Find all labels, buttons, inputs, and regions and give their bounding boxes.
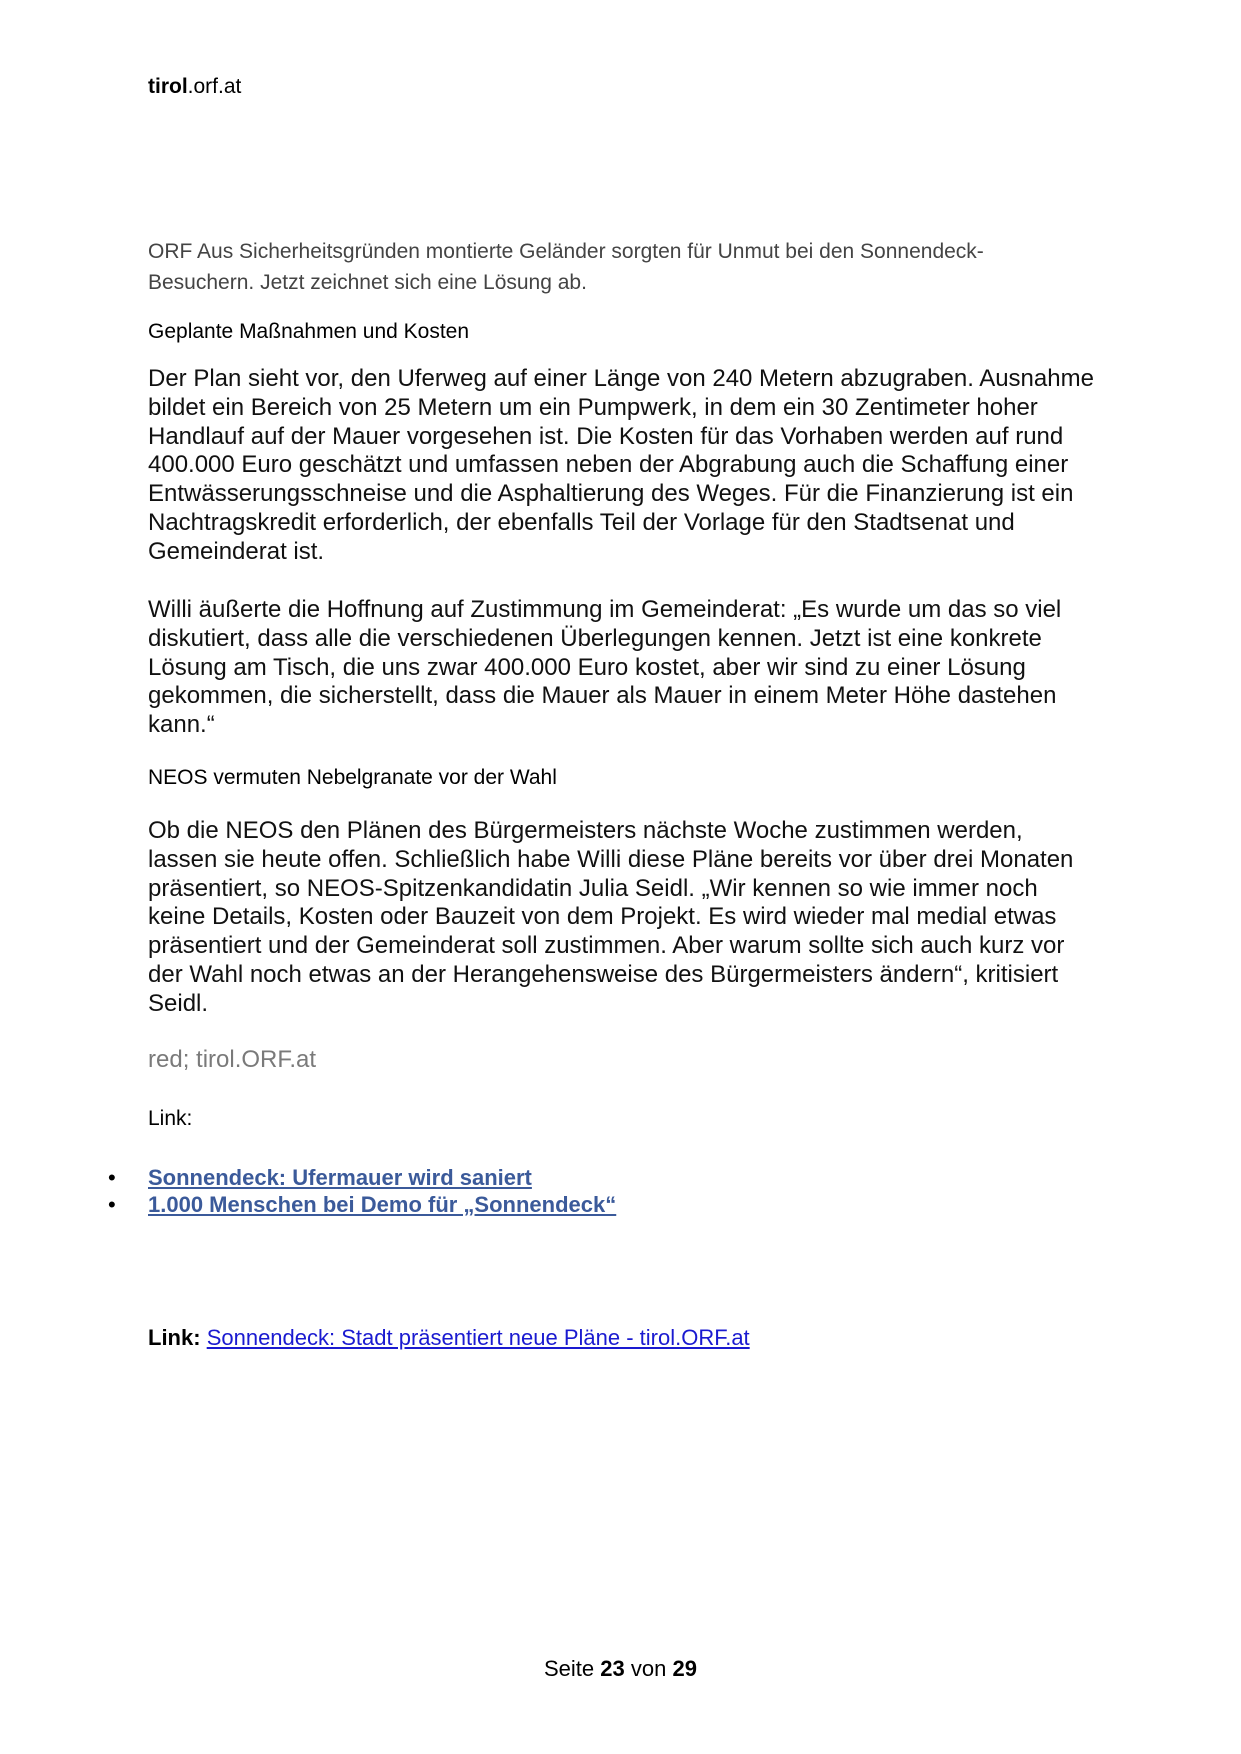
- site-header: [148, 74, 241, 100]
- bullet-icon: •: [108, 1165, 116, 1190]
- image-caption: ORF Aus Sicherheitsgründen montierte Geländer sorgten für Unmut bei den Sonnendeck-Besuchern. Jetzt zeichnet sich eine Lösung ab.: [148, 240, 984, 294]
- related-links-list: [104, 1164, 616, 1218]
- site-name-bold: tirol: [148, 75, 188, 98]
- related-link-demo[interactable]: 1.000 Menschen bei Demo für „Sonnendeck“: [148, 1192, 617, 1217]
- section-heading-costs: Geplante Maßnahmen und Kosten: [148, 320, 470, 343]
- bullet-icon: •: [108, 1192, 116, 1217]
- list-item: [104, 1164, 616, 1191]
- author-credit: red; tirol.ORF.at: [148, 1046, 317, 1073]
- footer-prefix: Seite: [544, 1656, 595, 1681]
- total-pages-number: 29: [672, 1656, 697, 1681]
- current-page-number: 23: [600, 1656, 625, 1681]
- paragraph-quote-willi: Willi äußerte die Hoffnung auf Zustimmung im Gemeinderat: „Es wurde um das so viel diskutiert, dass alle die verschiedenen Überlegungen kennen. Jetzt ist eine konkrete Lösung am Tisch, die uns zwar 400.000 Euro kostet, aber wir sind zu einer Lösung gekommen, die sicherstellt, dass die Mauer als Mauer in einem Meter Höhe dastehen kann.“: [148, 596, 1062, 739]
- list-item: [104, 1191, 616, 1218]
- links-label: Link:: [148, 1107, 193, 1130]
- source-link-label: Link:: [148, 1325, 201, 1350]
- source-link-line: [148, 1324, 750, 1351]
- section-heading-neos: NEOS vermuten Nebelgranate vor der Wahl: [148, 766, 557, 789]
- related-link-ufermauer[interactable]: Sonnendeck: Ufermauer wird saniert: [148, 1165, 532, 1190]
- page-footer: [0, 1656, 1241, 1682]
- paragraph-plan: Der Plan sieht vor, den Uferweg auf einer Länge von 240 Metern abzugraben. Ausnahme bildet ein Bereich von 25 Metern um ein Pumpwerk, in dem ein 30 Zentimeter hoher Handlauf auf der Mauer vorgesehen ist. Die Kosten für das Vorhaben werden auf rund 400.000 Euro geschätzt und umfassen neben der Abgrabung auch die Schaffung einer Entwässerungsschneise und die Asphaltierung des Weges. Für die Finanzierung ist ein Nachtragskredit erforderlich, der ebenfalls Teil der Vorlage für den Stadtsenat und Gemeinderat ist.: [148, 365, 1094, 565]
- paragraph-neos: Ob die NEOS den Plänen des Bürgermeisters nächste Woche zustimmen werden, lassen sie heute offen. Schließlich habe Willi diese Pläne bereits vor über drei Monaten präsentiert, so NEOS-Spitzenkandidatin Julia Seidl. „Wir kennen so wie immer noch keine Details, Kosten oder Bauzeit von dem Projekt. Es wird wieder mal medial etwas präsentiert und der Gemeinderat soll zustimmen. Aber warum sollte sich auch kurz vor der Wahl noch etwas an der Herangehensweise des Bürgermeisters ändern“, kritisiert Seidl.: [148, 817, 1074, 1017]
- site-name-rest: .orf.at: [187, 75, 242, 98]
- footer-of: von: [630, 1656, 667, 1681]
- source-link[interactable]: Sonnendeck: Stadt präsentiert neue Pläne - tirol.ORF.at: [206, 1325, 750, 1350]
